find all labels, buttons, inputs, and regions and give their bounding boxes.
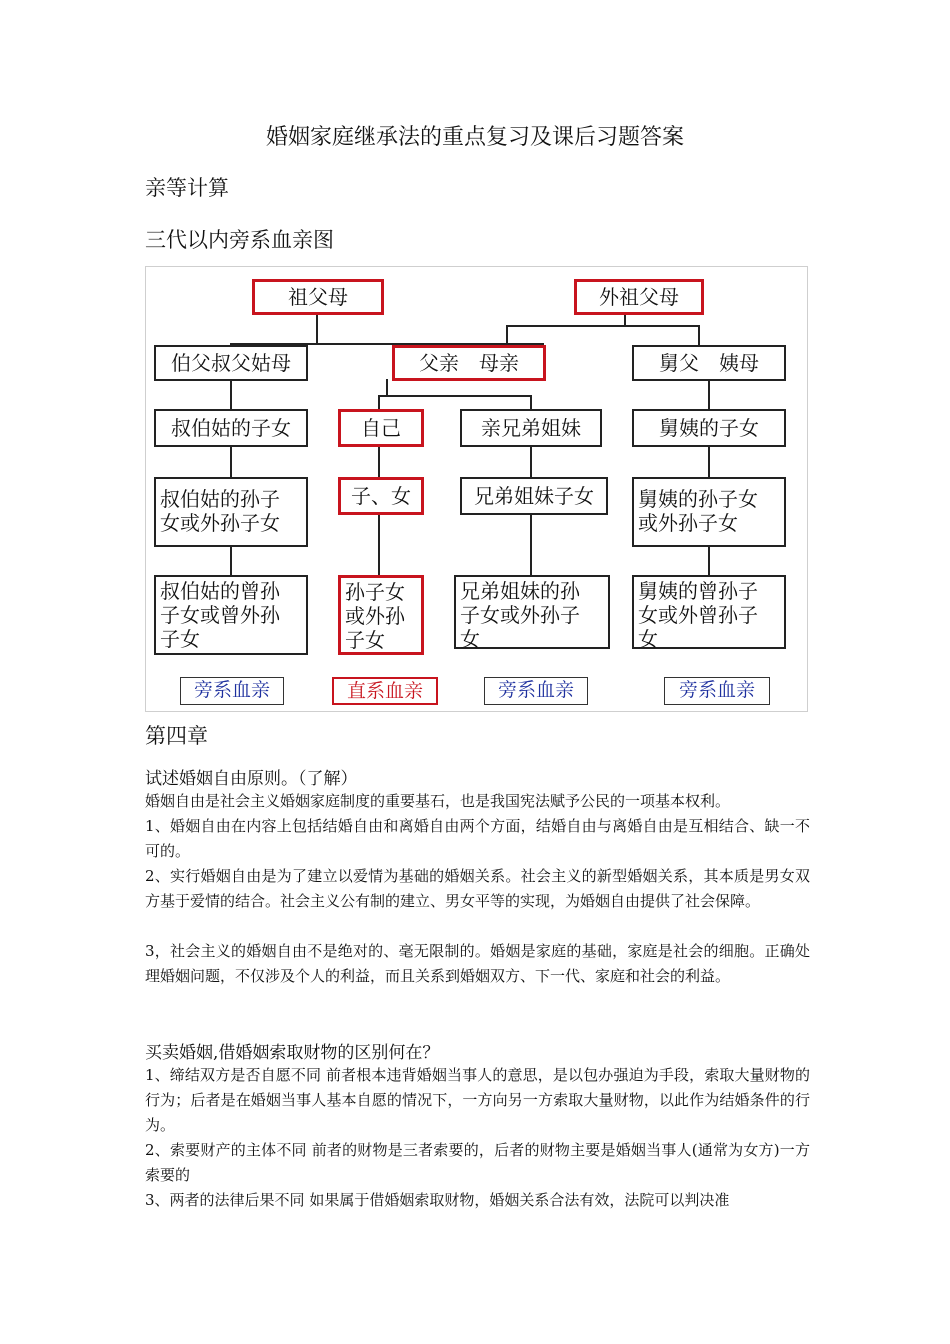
maternal-grandparents-box: 外祖父母 xyxy=(574,279,704,315)
connector xyxy=(378,513,380,577)
paragraph: 1、婚姻自由在内容上包括结婚自由和离婚自由两个方面，结婚自由与离婚自由是互相结合、缺一不可的。 xyxy=(145,817,810,860)
connector xyxy=(506,325,508,347)
connector xyxy=(230,379,232,411)
paternal-cousins-box: 叔伯姑的子女 xyxy=(154,409,308,447)
caption-lineal: 直系血亲 xyxy=(332,677,438,705)
heading-chapter-four: 第四章 xyxy=(145,724,208,748)
connector xyxy=(378,395,532,397)
uncles-aunts-maternal-box: 舅父 姨母 xyxy=(632,345,786,381)
paternal-cousins-children-box: 叔伯姑的孙子 女或外孙子女 xyxy=(154,477,308,547)
paragraph: 2、实行婚姻自由是为了建立以爱情为基础的婚姻关系。社会主义的新型婚姻关系，其本质是男女双方基于爱情的结合。社会主义公有制的建立、男女平等的实现，为婚姻自由提供了社会保障。 xyxy=(145,867,810,910)
kinship-diagram xyxy=(145,266,808,712)
children-box: 子、女 xyxy=(338,477,424,515)
siblings-grandchildren-box: 兄弟姐妹的孙 子女或外孙子 女 xyxy=(454,575,610,649)
connector xyxy=(230,445,232,477)
connector xyxy=(316,313,318,345)
maternal-cousins-box: 舅姨的子女 xyxy=(632,409,786,447)
heading-kinship-calc: 亲等计算 xyxy=(145,176,229,200)
maternal-cousins-grandchildren-box: 舅姨的曾孙子 女或外曾孙子 女 xyxy=(632,575,786,649)
document-title: 婚姻家庭继承法的重点复习及课后习题答案 xyxy=(265,125,684,150)
paragraph: 3，社会主义的婚姻自由不是绝对的、毫无限制的。婚姻是家庭的基础，家庭是社会的细胞。正确处理婚姻问题，不仅涉及个人的利益，而且关系到婚姻双方、下一代、家庭和社会的利益。 xyxy=(145,942,810,985)
paternal-cousins-grandchildren-box: 叔伯姑的曾孙 子女或曾外孙 子女 xyxy=(154,575,308,655)
grandchildren-box: 孙子女 或外孙 子女 xyxy=(338,575,424,655)
connector xyxy=(530,513,532,577)
connector xyxy=(506,325,700,327)
paragraph: 3、两者的法律后果不同 如果属于借婚姻索取财物，婚姻关系合法有效，法院可以判决准 xyxy=(145,1191,730,1209)
connector xyxy=(230,545,232,577)
parents-box: 父亲 母亲 xyxy=(392,345,546,381)
caption-collateral-2: 旁系血亲 xyxy=(484,677,588,705)
self-box: 自己 xyxy=(338,409,424,447)
paragraph: 1、缔结双方是否自愿不同 前者根本违背婚姻当事人的意思，是以包办强迫为手段，索取大量财物的行为；后者是在婚姻当事人基本自愿的情况下，一方向另一方索取大量财物，以此作为结婚条件的行为。 xyxy=(145,1066,810,1134)
siblings-box: 亲兄弟姐妹 xyxy=(460,409,602,447)
connector xyxy=(708,545,710,577)
connector xyxy=(378,445,380,477)
uncles-aunts-paternal-box: 伯父叔父姑母 xyxy=(154,345,308,381)
question-mercenary-marriage: 买卖婚姻,借婚姻索取财物的区别何在？ xyxy=(145,1043,440,1063)
connector xyxy=(708,379,710,411)
connector xyxy=(708,445,710,477)
siblings-children-box: 兄弟姐妹子女 xyxy=(460,477,608,515)
grandparents-box: 祖父母 xyxy=(252,279,384,315)
caption-collateral-1: 旁系血亲 xyxy=(180,677,284,705)
paragraph: 2、索要财产的主体不同 前者的财物是三者索要的，后者的财物主要是婚姻当事人(通常为女方)一方索要的 xyxy=(145,1141,810,1184)
connector xyxy=(530,445,532,477)
connector xyxy=(698,325,700,347)
paragraph: 婚姻自由是社会主义婚姻家庭制度的重要基石，也是我国宪法赋予公民的一项基本权利。 xyxy=(145,792,731,810)
maternal-cousins-children-box: 舅姨的孙子女 或外孙子女 xyxy=(632,477,786,547)
caption-collateral-3: 旁系血亲 xyxy=(664,677,770,705)
question-marriage-freedom: 试述婚姻自由原则。（了解） xyxy=(145,769,358,789)
heading-collateral-chart: 三代以内旁系血亲图 xyxy=(145,228,334,252)
